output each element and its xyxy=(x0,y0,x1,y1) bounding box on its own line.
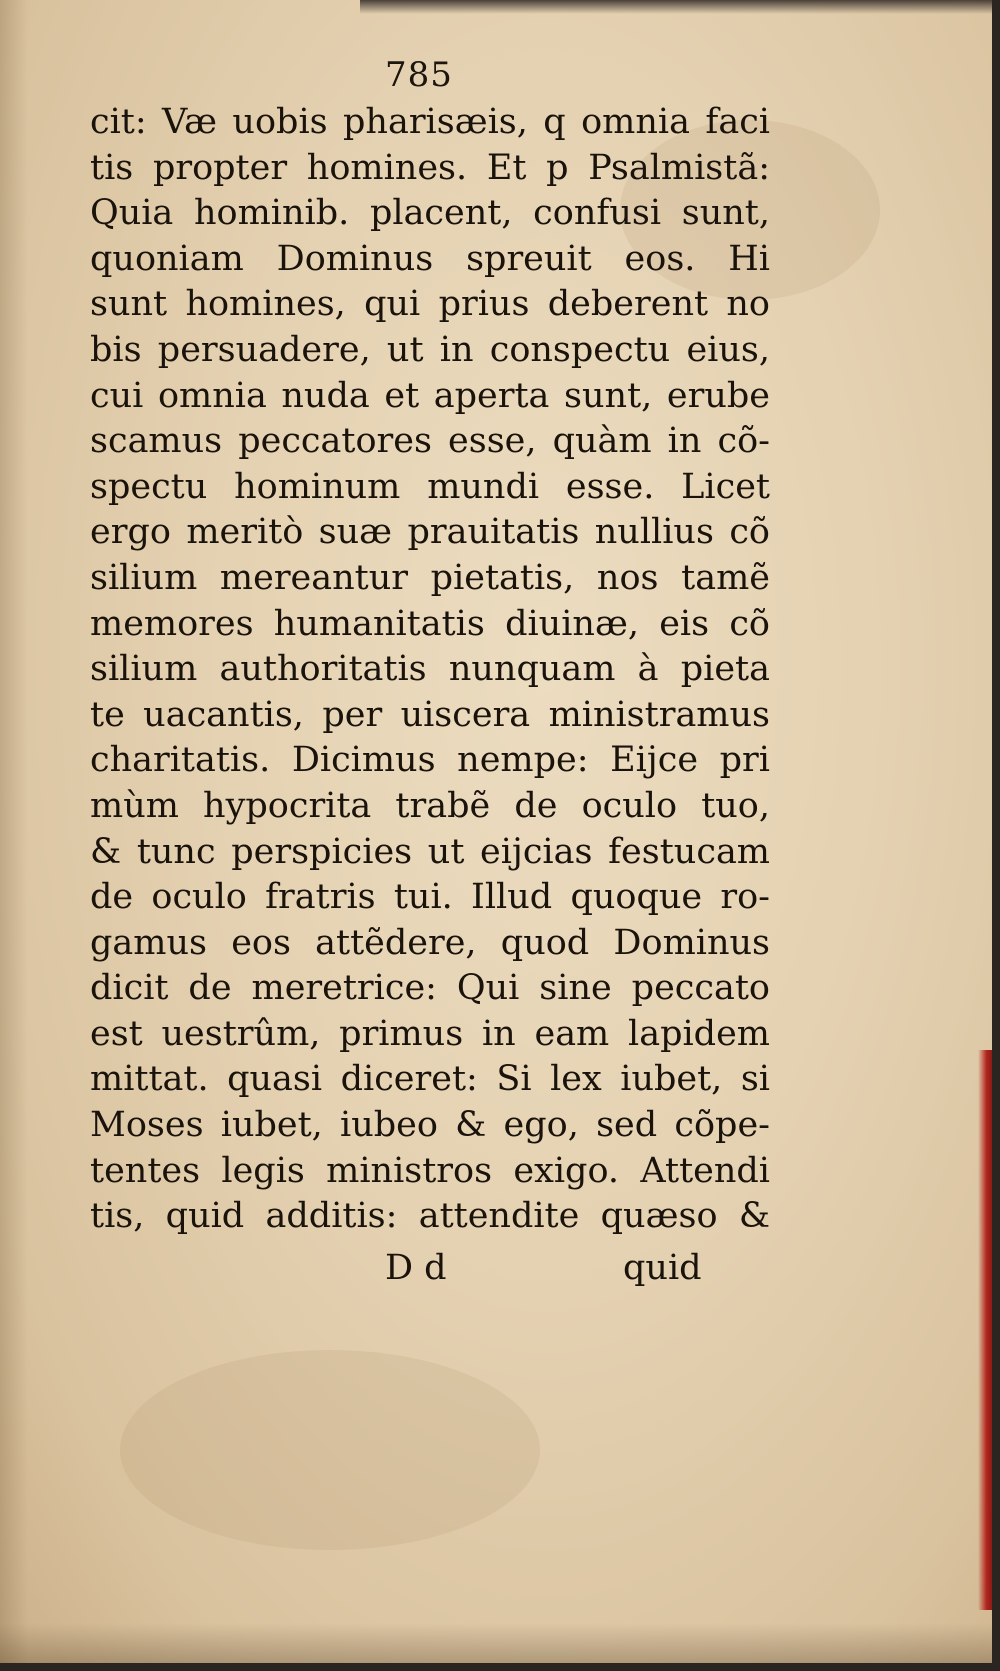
text-line: te uacantis, per uiscera ministramus xyxy=(90,694,770,735)
text-line: spectu hominum mundi esse. Licet xyxy=(90,466,770,507)
paper-stain xyxy=(120,1350,540,1550)
text-line: scamus peccatores esse, quàm in cõ- xyxy=(90,421,770,462)
text-line: bis persuadere, ut in conspectu eius, xyxy=(90,329,770,370)
signature-mark: D d xyxy=(385,1248,447,1288)
text-line: memores humanitatis diuinæ, eis cõ xyxy=(90,603,770,644)
text-line: gamus eos attẽdere, quod Dominus xyxy=(90,922,770,963)
text-line: charitatis. Dicimus nempe: Eijce pri xyxy=(90,740,770,781)
text-line: mùm hypocrita trabẽ de oculo tuo, xyxy=(90,785,770,826)
page-number: 785 xyxy=(385,55,453,95)
text-line: mittat. quasi diceret: Si lex iubet, si xyxy=(90,1059,770,1100)
text-line: est uestrûm, primus in eam lapidem xyxy=(90,1013,770,1054)
red-edge-stain xyxy=(978,1050,992,1610)
text-line: tentes legis ministros exigo. Attendi xyxy=(90,1150,770,1191)
text-line: & tunc perspicies ut eijcias festucam xyxy=(90,831,770,872)
text-line: quoniam Dominus spreuit eos. Hi xyxy=(90,238,770,279)
text-line: tis propter homines. Et p Psalmistã: xyxy=(90,147,770,188)
text-line: Moses iubet, iubeo & ego, sed cõpe- xyxy=(90,1105,770,1146)
body-text xyxy=(90,100,770,1240)
text-line: silium authoritatis nunquam à pieta xyxy=(90,649,770,690)
catchword: quid xyxy=(623,1248,702,1288)
text-line: ergo meritò suæ prauitatis nullius cõ xyxy=(90,512,770,553)
text-line: cui omnia nuda et aperta sunt, erube xyxy=(90,375,770,416)
page-footer xyxy=(0,1243,992,1293)
text-line: dicit de meretrice: Qui sine peccato xyxy=(90,968,770,1009)
text-line: cit: Væ uobis pharisæis, q omnia faci xyxy=(90,102,770,142)
text-line: sunt homines, qui prius deberent no xyxy=(90,284,770,325)
text-line: de oculo fratris tui. Illud quoque ro- xyxy=(90,877,770,918)
text-line: tis, quid additis: attendite quæso & xyxy=(90,1196,770,1237)
page-top-shadow xyxy=(360,0,992,14)
text-line: silium mereantur pietatis, nos tamẽ xyxy=(90,557,770,598)
text-line: Quia hominib. placent, confusi sunt, xyxy=(90,193,770,234)
